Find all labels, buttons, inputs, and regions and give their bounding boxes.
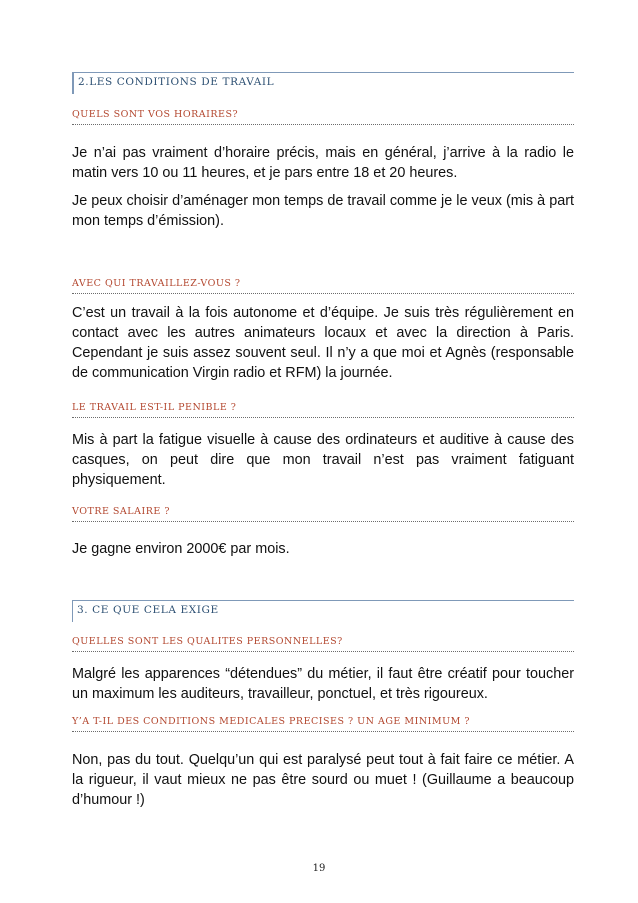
question-salaire: VOTRE SALAIRE ?	[72, 506, 574, 522]
answer-horaires-paragraph-2: Je peux choisir d’aménager mon temps de travail comme je le veux (mis à part mon temps d’émission).	[72, 193, 574, 229]
section-heading-ce-que-cela-exige: 3. CE QUE CELA EXIGE	[72, 600, 574, 622]
question-avec-qui: AVEC QUI TRAVAILLEZ-VOUS ?	[72, 278, 574, 294]
section-heading-conditions-de-travail: 2.LES CONDITIONS DE TRAVAIL	[72, 72, 574, 94]
page-number: 19	[312, 863, 326, 874]
question-horaires: QUELS SONT VOS HORAIRES?	[72, 109, 574, 125]
question-penible: LE TRAVAIL EST-IL PENIBLE ?	[72, 402, 574, 418]
answer-qualites: Malgré les apparences “détendues” du métier, il faut être créatif pour toucher un maximum les auditeurs, travailleur, ponctuel, et très rigoureux.	[72, 666, 574, 702]
answer-conditions-medicales: Non, pas du tout. Quelqu’un qui est paralysé peut tout à fait faire ce métier. A la rigueur, il vaut mieux ne pas être sourd ou muet ! (Guillaume a beaucoup d’humour !)	[72, 752, 574, 808]
answer-salaire: Je gagne environ 2000€ par mois.	[72, 541, 290, 557]
answer-horaires-paragraph-1: Je n’ai pas vraiment d’horaire précis, mais en général, j’arrive à la radio le matin vers 10 ou 11 heures, et je pars entre 18 et 20 heures.	[72, 145, 574, 181]
answer-penible: Mis à part la fatigue visuelle à cause des ordinateurs et auditive à cause des casques, on peut dire que mon travail n’est pas vraiment fatiguant physiquement.	[72, 432, 574, 488]
answer-avec-qui: C’est un travail à la fois autonome et d’équipe. Je suis très régulièrement en contact avec les autres animateurs locaux et avec la direction à Paris. Cependant je suis assez souvent seul. Il n’y a que moi et Agnès (responsable de communication Virgin radio et RFM) la journée.	[72, 305, 574, 381]
question-qualites: QUELLES SONT LES QUALITES PERSONNELLES?	[72, 636, 574, 652]
question-conditions-medicales: Y’A T-IL DES CONDITIONS MEDICALES PRECISES ? UN AGE MINIMUM ?	[72, 716, 574, 732]
